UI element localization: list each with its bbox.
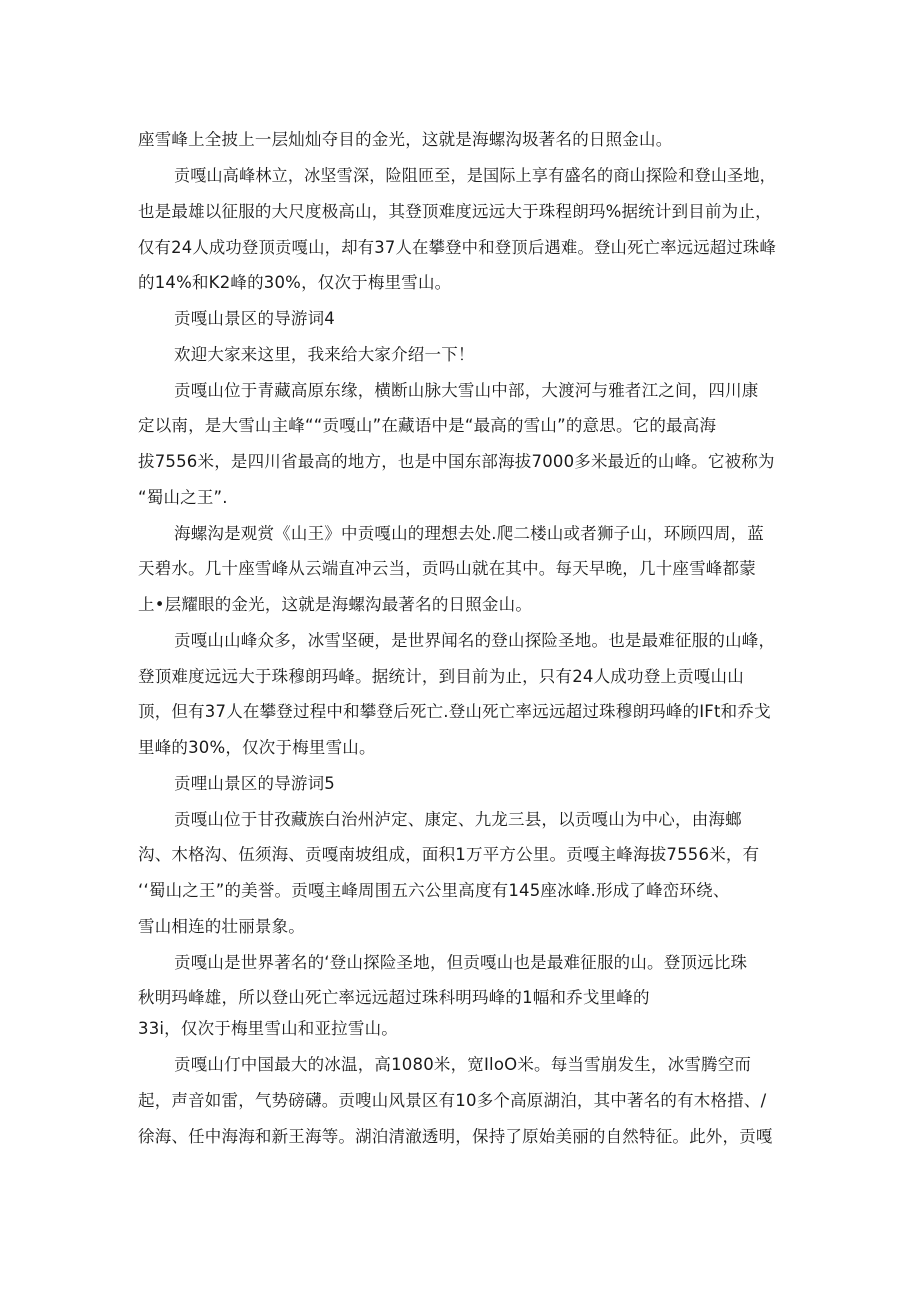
text-line: 欢迎大家来这里，我来给大家介绍一下！ (174, 345, 475, 364)
text-line: 33i，仅次于梅里雪山和亚拉雪山。 (138, 1019, 398, 1038)
section-heading: 贡嘎山景区的导游词4 (174, 309, 335, 328)
text-line: 座雪峰上全披上一层灿灿夺目的金光，这就是海螺沟圾著名的日照金山。 (138, 130, 673, 149)
text-line: 雪山相连的壮丽景象。 (138, 917, 305, 936)
text-line: 天碧水。几十座雪峰从云端直冲云当，贡吗山就在其中。每天早晚，几十座雪峰都蒙 (138, 559, 756, 578)
text-line: 拔7556米，是四川省最高的地方，也是中国东部海拔7000多米最近的山峰。它被称为 (138, 452, 775, 471)
text-line: 贡嘎山高峰林立，冰坚雪深，险阻匝至，是国际上享有盛名的商山探险和登山圣地， (174, 166, 776, 185)
text-line: 贡嘎山位于甘孜藏族白治州泸定、康定、九龙三县，以贡嘎山为中心，由海螂 (174, 810, 742, 829)
text-line: 登顶难度远远大于珠穆朗玛峰。据统计，到目前为止，只有24人成功登上贡嘎山山 (138, 667, 744, 686)
text-line: 贡嘎山山峰众多，冰雪坚硬，是世界闻名的登山探险圣地。也是最难征服的山峰， (174, 631, 776, 650)
text-line: 秋明玛峰雄，所以登山死亡率远远超过珠科明玛峰的1幅和乔戈里峰的 (138, 988, 650, 1007)
text-line: 贡嘎山是世界著名的‘登山探险圣地，但贡嘎山也是最难征服的山。登顶远比珠 (174, 953, 748, 972)
text-line: 沟、木格沟、伍须海、贡嘎南坡组成，面积1万平方公里。贡嘎主峰海拔7556米，有 (138, 845, 760, 864)
section-heading: 贡哩山景区的导游词5 (174, 774, 335, 793)
text-line: 里峰的30%，仅次于梅里雪山。 (138, 738, 376, 757)
text-line: 仅有24人成功登顶贡嘎山，却有37人在攀登中和登顶后遇难。登山死亡率远远超过珠峰 (138, 238, 777, 257)
text-line: 上•层耀眼的金光，这就是海螺沟最著名的日照金山。 (138, 595, 533, 614)
text-line: 贡嘎山位于青藏高原东缘，横断山脉大雪山中部，大渡河与雅者江之间，四川康 (174, 381, 759, 400)
text-line: 定以南，是大雪山主峰““贡嘎山”在藏语中是“最高的雪山”的意思。它的最高海 (138, 416, 717, 435)
text-line: ‘‘蜀山之王”的美誉。贡嘎主峰周围五六公里高度有145座冰峰.形成了峰峦环绕、 (138, 881, 730, 900)
text-line: 徐海、任中海海和新王海等。湖泊清澈透明，保持了原始美丽的自然特征。此外，贡嘎 (138, 1127, 773, 1146)
text-line: 的14%和K2峰的30%，仅次于梅里雪山。 (138, 273, 452, 292)
text-line: 顶，但有37人在攀登过程中和攀登后死亡.登山死亡率远远超过珠穆朗玛峰的IFt和乔戈 (138, 702, 771, 721)
text-line: 海螺沟是观赏《山王》中贡嘎山的理想去处.爬二楼山或者狮子山，环顾四周，蓝 (174, 524, 764, 543)
text-line: “蜀山之王”. (138, 488, 228, 507)
text-line: 起，声音如雷，气势磅礴。贡嗖山风景区有10多个高原湖泊，其中著名的有木格措、/ (138, 1091, 767, 1110)
text-line: 也是最雄以征服的大尺度极高山，其登顶难度远远大于珠程朗玛%据统计到目前为止， (138, 202, 772, 221)
text-line: 贡嘎山仃中国最大的冰温，高1080米，宽IloO米。每当雪崩发生，冰雪腾空而 (174, 1055, 752, 1074)
